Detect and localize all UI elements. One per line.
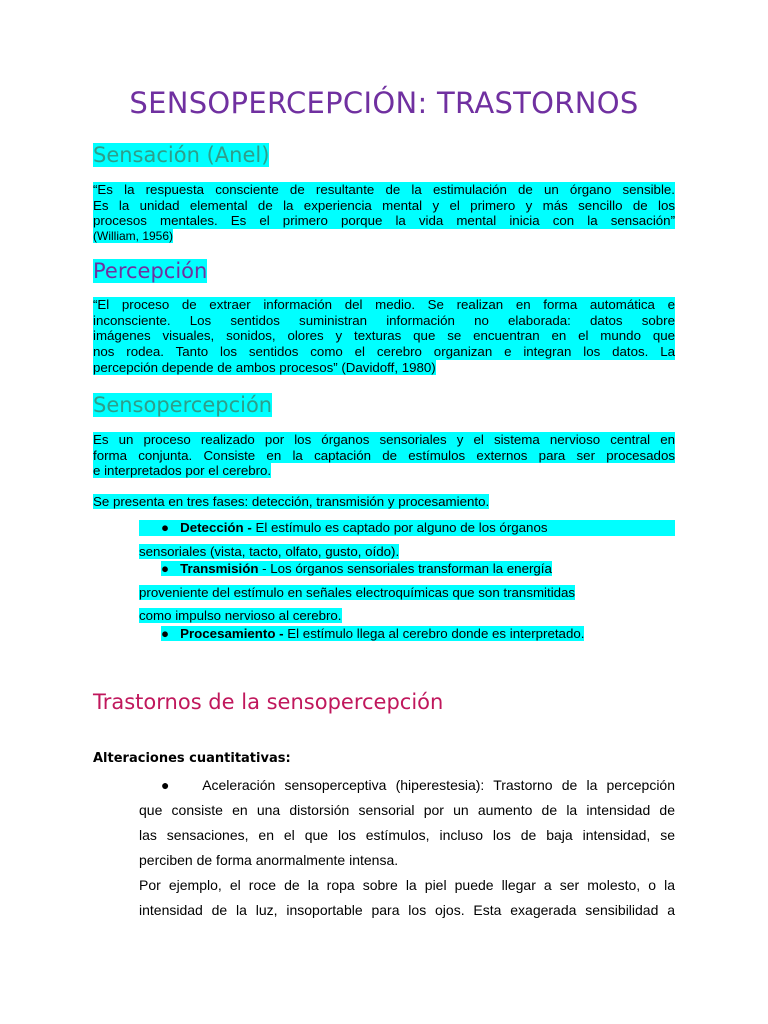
heading-percepcion: Percepción xyxy=(93,259,208,283)
list-item-text: El estímulo es captado por alguno de los órganos xyxy=(251,520,548,535)
text-line: (William, 1956) xyxy=(93,229,174,244)
list-item-text: sensoriales (vista, tacto, olfato, gusto, oído). xyxy=(139,544,400,559)
text-line: nos rodea. Tanto los sentidos como el cerebro organizan e integran los datos. La xyxy=(93,344,675,360)
list-item-label: Procesamiento - xyxy=(180,626,284,641)
list-item xyxy=(139,561,675,624)
text-line: ● Aceleración sensoperceptiva (hiperestesia): Trastorno de la percepción xyxy=(161,777,676,793)
list-item-line xyxy=(139,626,675,642)
text-line: Es un proceso realizado por los órganos sensoriales y el sistema nervioso central en xyxy=(93,432,675,447)
fases-list xyxy=(139,520,675,642)
text-line: “Es la respuesta consciente de resultante de la estimulación de un órgano sensible. xyxy=(93,182,675,197)
text-line: “El proceso de extraer información del medio. Se realizan en forma automática e xyxy=(93,297,675,312)
paragraph-fases xyxy=(93,494,675,510)
heading-trastornos: Trastornos de la sensopercepción xyxy=(93,690,444,714)
text-line: que consiste en una distorsión sensorial por un aumento de la intensidad de xyxy=(139,802,675,818)
bullet-icon: ● xyxy=(161,520,181,535)
text-line: percepción depende de ambos procesos” (Davidoff, 1980) xyxy=(93,359,436,375)
list-item-text: - Los órganos sensoriales transforman la energía xyxy=(258,561,552,576)
text-line: Es la unidad elemental de la experiencia mental y el primero y más sencillo de los xyxy=(93,197,675,213)
list-item-text: como impulso nervioso al cerebro. xyxy=(139,608,342,623)
list-item-label: Transmisión xyxy=(180,561,259,576)
list-item-line xyxy=(139,608,675,624)
text-line: las sensaciones, en el que los estímulos, incluso los de baja intensidad, se xyxy=(139,827,675,843)
list-item xyxy=(139,626,675,642)
example-paragraph xyxy=(139,873,675,923)
text-line: intensidad de la luz, insoportable para los ojos. Esta exagerada sensibilidad a xyxy=(139,902,675,918)
list-item-line xyxy=(139,585,675,601)
paragraph-sensacion xyxy=(93,182,675,245)
text-line: Se presenta en tres fases: detección, transmisión y procesamiento. xyxy=(93,494,490,509)
list-item-text: proveniente del estímulo en señales electroquímicas que son transmitidas xyxy=(139,585,576,600)
list-item-start xyxy=(161,520,548,536)
hiperestesia-item xyxy=(139,773,675,873)
page-title: SENSOPERCEPCIÓN: TRASTORNOS xyxy=(129,86,639,120)
paragraph-percepcion xyxy=(93,297,675,376)
list-item-line xyxy=(139,544,675,560)
list-item-line xyxy=(139,561,675,577)
list-item-line xyxy=(139,520,675,536)
text-line: inconsciente. Los sentidos suministran información no elaborada: datos sobre xyxy=(93,312,675,328)
bullet-icon: ● xyxy=(161,626,181,641)
bullet-icon: ● xyxy=(161,777,203,793)
heading-sensacion: Sensación (Anel) xyxy=(93,143,270,167)
bullet-icon: ● xyxy=(161,561,181,576)
text-line: Por ejemplo, el roce de la ropa sobre la piel puede llegar a ser molesto, o la xyxy=(139,877,675,893)
text-line: forma conjunta. Consiste en la captación de estímulos externos para ser procesados xyxy=(93,447,675,463)
list-item-label: Detección - xyxy=(180,520,252,535)
text-line: e interpretados por el cerebro. xyxy=(93,463,272,479)
paragraph-sensopercepcion xyxy=(93,432,675,479)
text-line: procesos mentales. Es el primero porque la vida mental inicia con la sensación” xyxy=(93,213,675,229)
heading-sensopercepcion: Sensopercepción xyxy=(93,393,273,417)
text-line: perciben de forma anormalmente intensa. xyxy=(139,852,399,868)
list-item-text: El estímulo llega al cerebro donde es interpretado. xyxy=(283,626,585,641)
subheading-alteraciones: Alteraciones cuantitativas: xyxy=(93,751,291,766)
text-line: imágenes visuales, sonidos, olores y texturas que se encuentran en el mundo que xyxy=(93,328,675,344)
list-item xyxy=(139,520,675,567)
